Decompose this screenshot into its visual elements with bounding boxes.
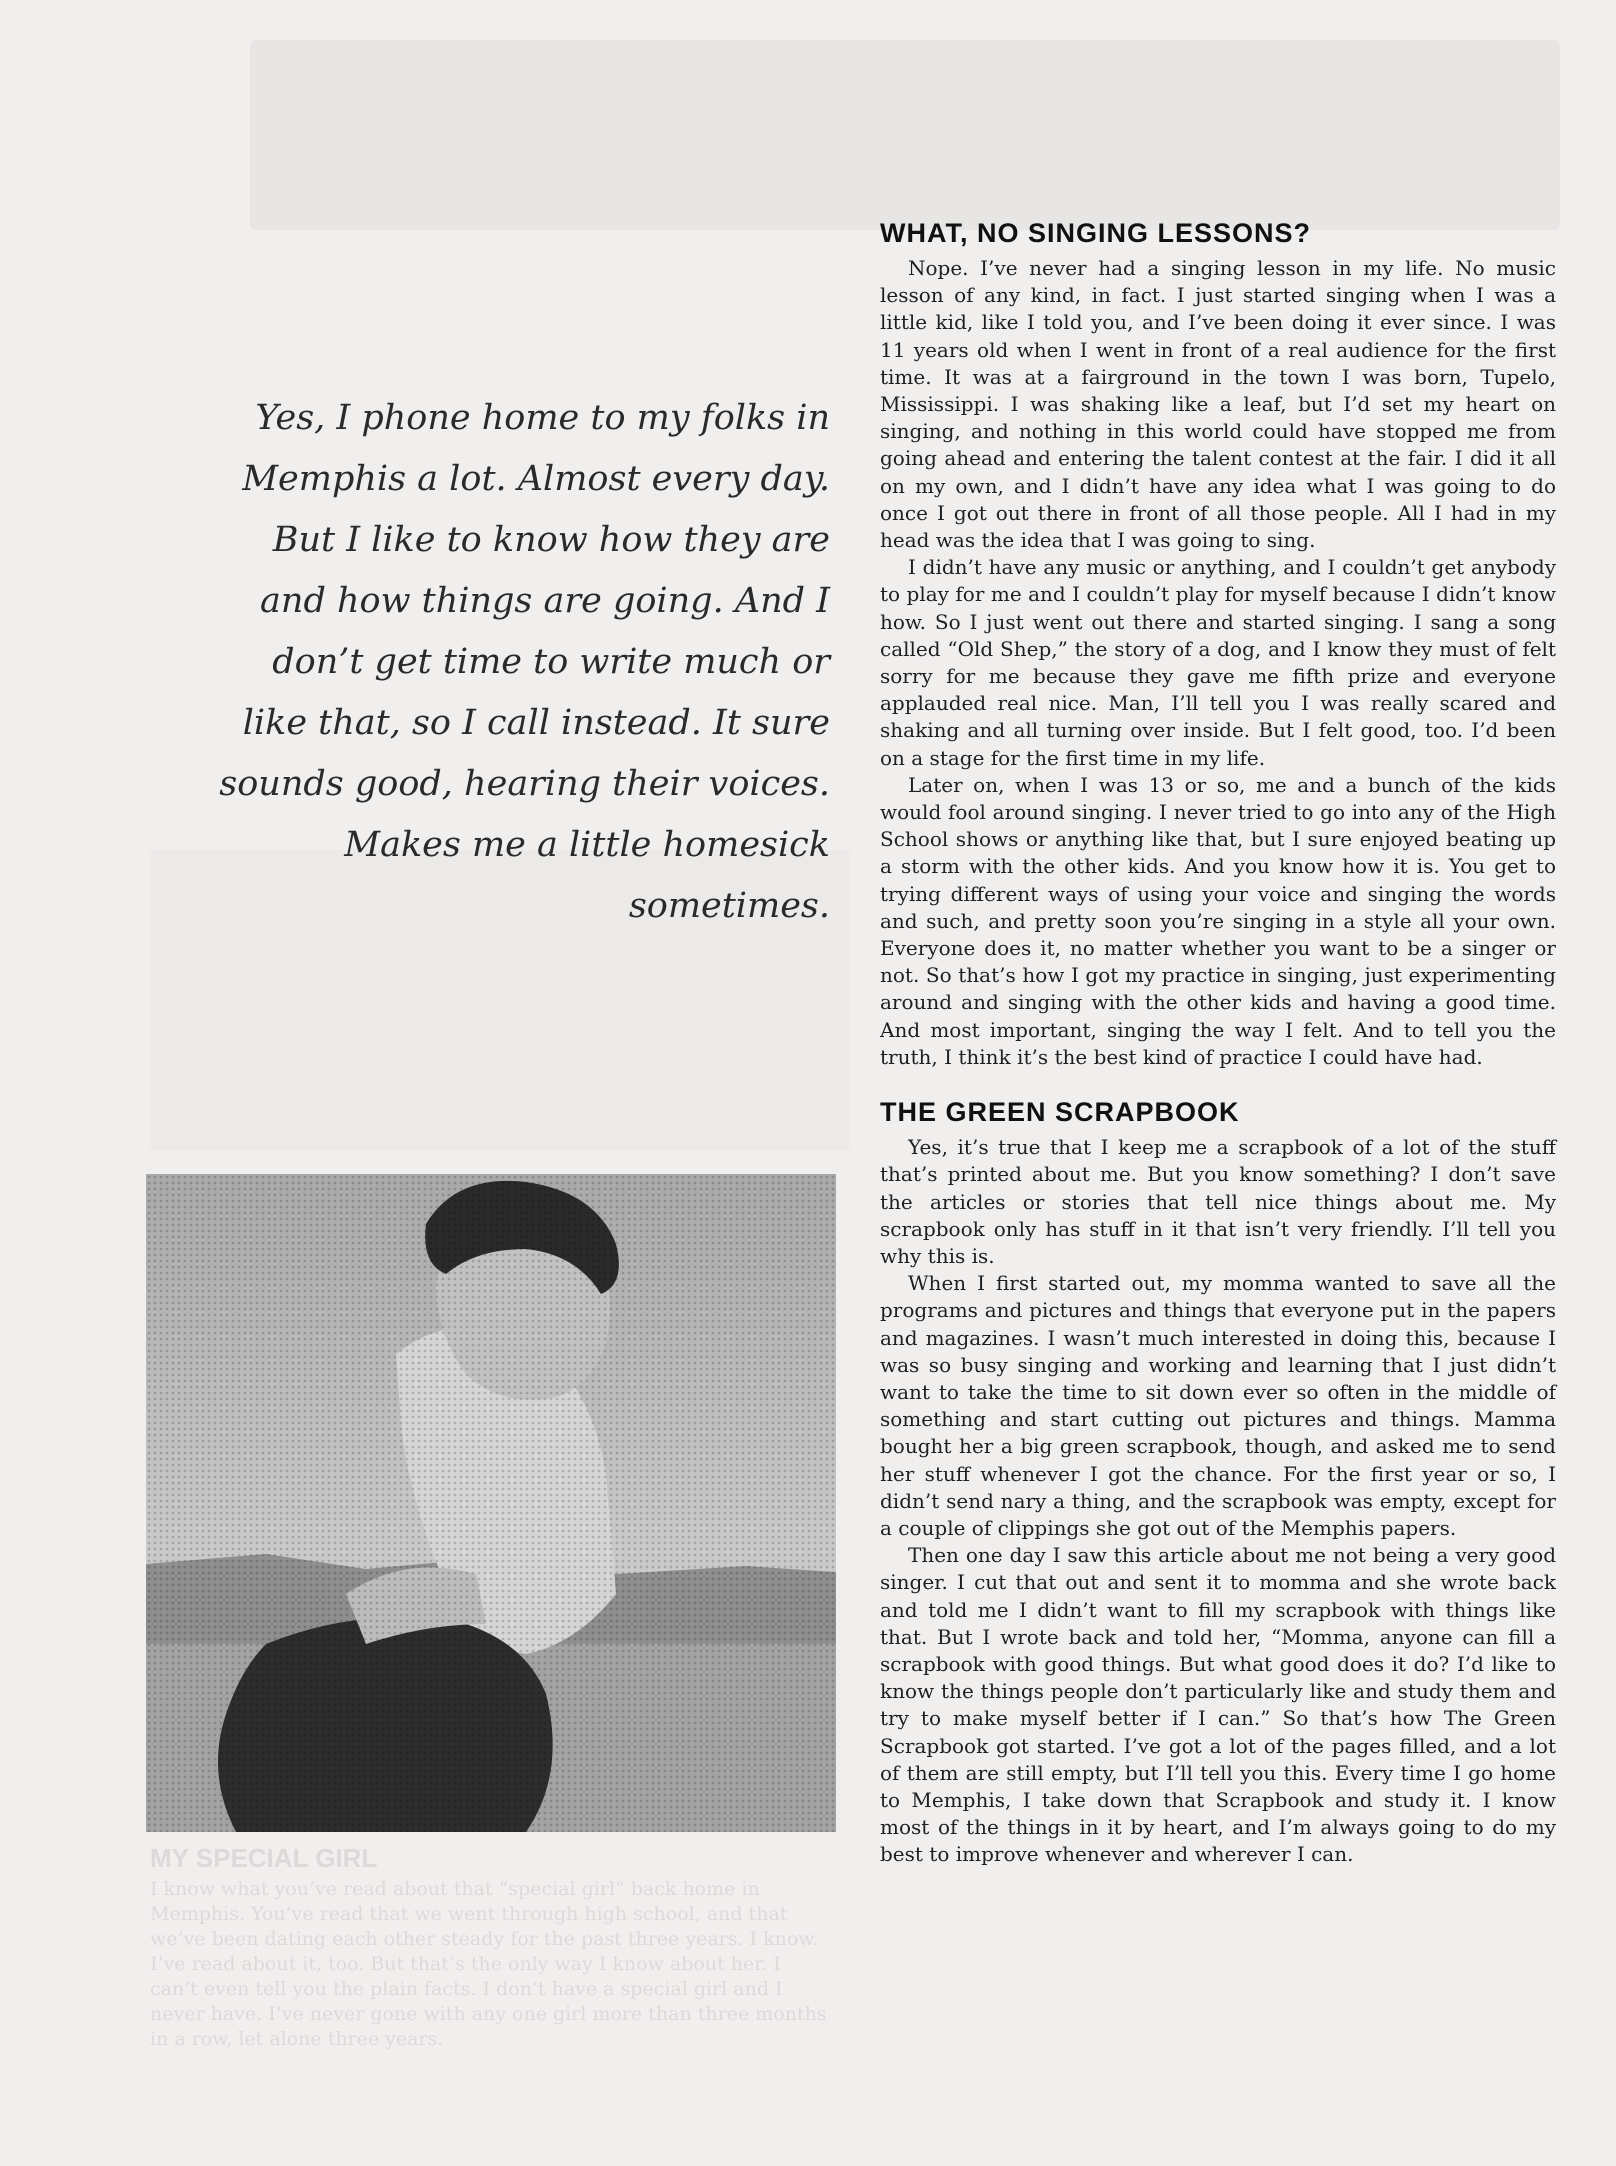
paragraph: Nope. I’ve never had a singing lesson in my life. No music lesson of any kind, in fact. I just started singing when I was a little kid, like I told you, and I’ve been doing it ever since. I was 11 years old when I went in front of a real audience for the first time. It was at a fairground in the town I was born, Tupelo, Mississippi. I was shaking like a leaf, but I’d set my heart on singing, and nothing in this world could have stopped me from going ahead and entering the talent contest at the fair. I did it all on my own, and I didn’t have any idea what I was going to do once I got out there in front of all those people. All I had in my head was the idea that I was going to sing.: [880, 256, 1556, 553]
bleed-through-text: [150, 1843, 830, 2052]
section-heading-singing-lessons: WHAT, NO SINGING LESSONS?: [880, 218, 1312, 248]
paragraph: Then one day I saw this article about me not being a very good singer. I cut that out and sent it to momma and she wrote back and told me I didn’t want to fill my scrapbook with things like that. But I wrote back and told her, “Momma, anyone can fill a scrapbook with good things. But what good does it do? I’d like to know the things people don’t particularly like and study them and try to make myself better if I can.” So that’s how The Green Scrapbook got started. I’ve got a lot of the pages filled, and a lot of them are still empty, but I’ll tell you this. Every time I go home to Memphis, I take down that Scrapbook and study it. I know most of the things in it by heart, and I’m always going to do my best to improve whenever and wherever I can.: [880, 1543, 1556, 1867]
paragraph: Yes, it’s true that I keep me a scrapbook of a lot of the stuff that’s printed about me. But you know something? I don’t save the articles or stories that tell nice things about me. My scrapbook only has stuff in it that isn’t very friendly. I’ll tell you why this is.: [880, 1135, 1556, 1268]
portrait-image: [146, 1174, 836, 1832]
bleed-through-paragraph: I know what you’ve read about that “special girl” back home in Memphis. You’ve read that we went through high school, and that we’ve been dating each other steady for the past three years. I know. I’ve read about it, too. But that’s the only way I know about her. I can’t even tell you the plain facts. I don’t have a special girl and I never have. I’ve never gone with any one girl more than three months in a row, let alone three years.: [150, 1878, 827, 2050]
article-column: [880, 218, 1556, 1869]
halftone-photo: [146, 1174, 836, 1832]
section-heading-green-scrapbook: THE GREEN SCRAPBOOK: [880, 1097, 1240, 1128]
paragraph: When I first started out, my momma wanted to save all the programs and pictures and things that everyone put in the papers and magazines. I wasn’t much interested in doing this, because I was so busy singing and working and learning that I just didn’t want to take the time to sit down ever so often in the middle of something and start cutting out pictures and things. Mamma bought her a big green scrapbook, though, and asked me to send her stuff whenever I got the chance. For the first year or so, I didn’t send nary a thing, and the scrapbook was empty, except for a couple of clippings she got out of the Memphis papers.: [880, 1271, 1556, 1540]
bleed-through-heading: MY SPECIAL GIRL: [150, 1843, 378, 1873]
paragraph: I didn’t have any music or anything, and I couldn’t get anybody to play for me and I couldn’t play for myself because I didn’t know how. So I just went out there and started singing. I sang a song called “Old Shep,” the story of a dog, and I know they must of felt sorry for me because they gave me fifth prize and everyone applauded real nice. Man, I’ll tell you I was really scared and shaking and all turning over inside. But I felt good, too. I’d been on a stage for the first time in my life.: [880, 555, 1556, 770]
paragraph: Later on, when I was 13 or so, me and a bunch of the kids would fool around singing. I never tried to go into any of the High School shows or anything like that, but I sure enjoyed beating up a storm with the other kids. And you know how it is. You get to trying different ways of using your voice and singing the words and such, and pretty soon you’re singing in a style all your own. Everyone does it, no matter whether you want to be a singer or not. So that’s how I got my practice in singing, just experimenting around and singing with the other kids and having a good time. And most important, singing the way I felt. And to tell you the truth, I think it’s the best kind of practice I could have had.: [880, 772, 1556, 1069]
pull-quote: Yes, I phone home to my folks in Memphis a lot. Almost every day. But I like to know how they are and how things are going. And I don’t get time to write much or like that, so I call instead. It sure sounds good, hearing their voices. Makes me a little homesick sometimes.: [219, 398, 830, 926]
bleed-through-shadow-top: [250, 40, 1560, 230]
